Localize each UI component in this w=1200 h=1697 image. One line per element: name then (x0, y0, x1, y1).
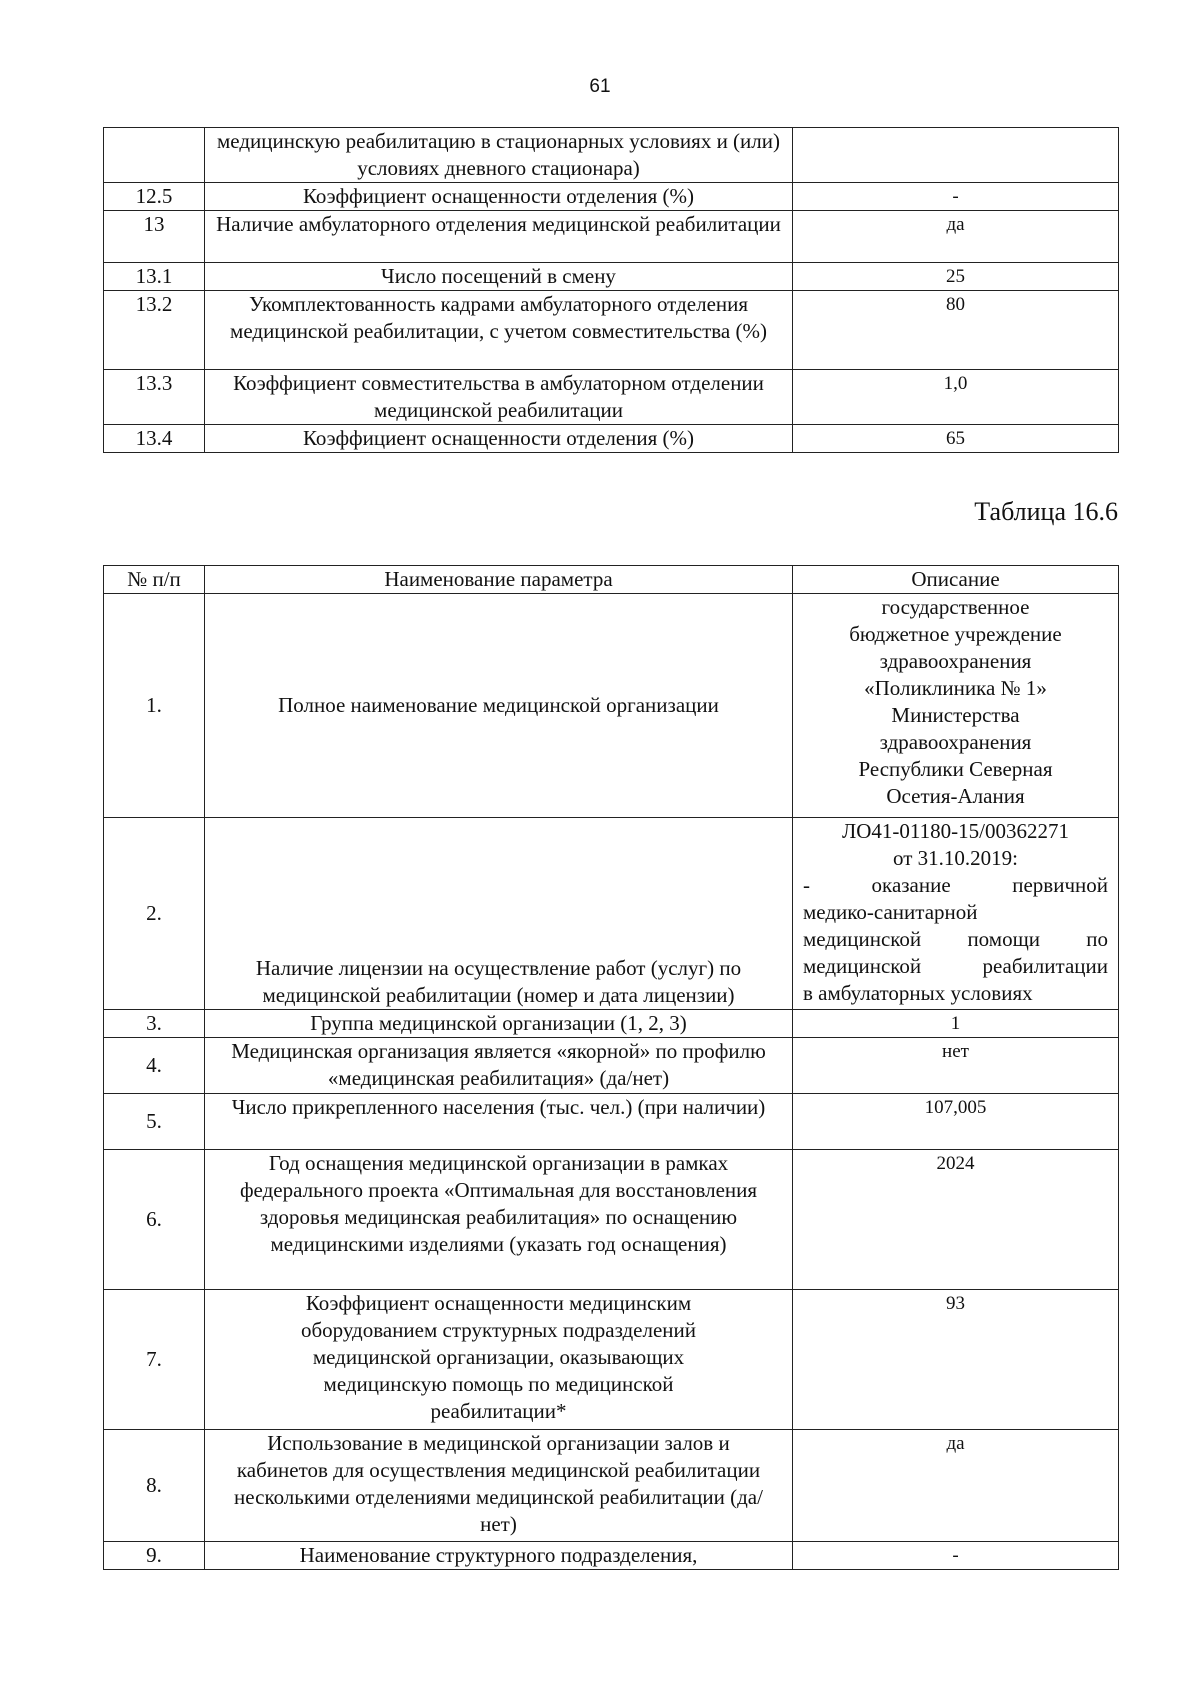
parameter-name: Коэффициент оснащенности медицинским оборудованием структурных подразделений медицинской организации, оказывающих медицинскую помощь по медицинской реабилитации* (205, 1290, 793, 1430)
table-caption: Таблица 16.6 (974, 497, 1118, 526)
license-scope-line: - оказание первичной (803, 873, 1108, 897)
license-date: от 31.10.2019: (893, 846, 1018, 870)
parameter-name: Наличие амбулаторного отделения медицинской реабилитации (205, 211, 793, 263)
parameter-value: 25 (793, 263, 1119, 291)
table-row (104, 594, 1119, 818)
row-number: 2. (104, 818, 205, 1010)
parameter-value: 2024 (793, 1150, 1119, 1290)
table-row (104, 1094, 1119, 1150)
row-number: 12.5 (104, 183, 205, 211)
parameter-value: да (793, 1430, 1119, 1542)
table-row (104, 1542, 1119, 1570)
parameter-value: государственное бюджетное учреждение здравоохранения «Поликлиника № 1» Министерства здравоохранения Республики Северная Осетия-Алания (793, 594, 1119, 818)
parameter-name: Число прикрепленного населения (тыс. чел.) (при наличии) (205, 1094, 793, 1150)
table-row (104, 1150, 1119, 1290)
parameter-name: Полное наименование медицинской организации (205, 594, 793, 818)
table-row (104, 211, 1119, 263)
parameter-name: Медицинская организация является «якорной» по профилю «медицинская реабилитация» (да/нет) (205, 1038, 793, 1094)
table-row (104, 1010, 1119, 1038)
parameter-name: Использование в медицинской организации залов и кабинетов для осуществления медицинской реабилитации несколькими отделениями медицинской реабилитации (да/нет) (205, 1430, 793, 1542)
parameter-value: 80 (793, 291, 1119, 370)
parameter-name: Группа медицинской организации (1, 2, 3) (205, 1010, 793, 1038)
parameter-value: 1 (793, 1010, 1119, 1038)
parameter-value: 65 (793, 425, 1119, 453)
parameter-name: Укомплектованность кадрами амбулаторного отделения медицинской реабилитации, с учетом совместительства (%) (205, 291, 793, 370)
row-number: 13.4 (104, 425, 205, 453)
row-number: 4. (104, 1038, 205, 1094)
table-row (104, 128, 1119, 183)
table-header-row (104, 566, 1119, 594)
parameter-name: Год оснащения медицинской организации в рамках федерального проекта «Оптимальная для восстановления здоровья медицинская реабилитация» по оснащению медицинскими изделиями (указать год оснащения) (205, 1150, 793, 1290)
parameter-name: Наличие лицензии на осуществление работ (услуг) по медицинской реабилитации (номер и дата лицензии) (205, 818, 793, 1010)
parameters-table-continued (103, 127, 1119, 453)
parameter-value (793, 128, 1119, 183)
row-number: 13 (104, 211, 205, 263)
row-number: 7. (104, 1290, 205, 1430)
parameters-table (103, 565, 1119, 1570)
parameter-name: Коэффициент совместительства в амбулаторном отделении медицинской реабилитации (205, 370, 793, 425)
page-number: 61 (589, 76, 611, 97)
row-number: 3. (104, 1010, 205, 1038)
parameter-value: 93 (793, 1290, 1119, 1430)
row-number: 8. (104, 1430, 205, 1542)
license-scope-line: в амбулаторных условиях (803, 981, 1033, 1005)
table-row (104, 1038, 1119, 1094)
table-row (104, 370, 1119, 425)
row-number: 1. (104, 594, 205, 818)
row-number: 13.1 (104, 263, 205, 291)
table-row (104, 425, 1119, 453)
table-row (104, 291, 1119, 370)
table-row (104, 1290, 1119, 1430)
parameter-name: Число посещений в смену (205, 263, 793, 291)
row-number: 6. (104, 1150, 205, 1290)
row-number: 13.3 (104, 370, 205, 425)
table-row (104, 263, 1119, 291)
header-parameter-name: Наименование параметра (205, 566, 793, 594)
parameter-value: - (793, 1542, 1119, 1570)
license-scope-line: медицинской реабилитации (803, 954, 1108, 978)
license-scope-line: медицинской помощи по (803, 927, 1108, 951)
parameter-value: 1,0 (793, 370, 1119, 425)
row-number: 13.2 (104, 291, 205, 370)
parameter-value: да (793, 211, 1119, 263)
row-number (104, 128, 205, 183)
header-number: № п/п (104, 566, 205, 594)
parameter-value (793, 818, 1119, 1010)
license-scope-line: медико-санитарной (803, 900, 978, 924)
header-description: Описание (793, 566, 1119, 594)
parameter-name: Коэффициент оснащенности отделения (%) (205, 425, 793, 453)
parameter-name: Коэффициент оснащенности отделения (%) (205, 183, 793, 211)
table-row (104, 1430, 1119, 1542)
table-row (104, 183, 1119, 211)
table-row (104, 818, 1119, 1010)
parameter-value: - (793, 183, 1119, 211)
parameter-name: медицинскую реабилитацию в стационарных условиях и (или) условиях дневного стационара) (205, 128, 793, 183)
row-number: 9. (104, 1542, 205, 1570)
parameter-value: нет (793, 1038, 1119, 1094)
parameter-value: 107,005 (793, 1094, 1119, 1150)
license-number: ЛО41-01180-15/00362271 (842, 819, 1069, 843)
row-number: 5. (104, 1094, 205, 1150)
parameter-name: Наименование структурного подразделения, (205, 1542, 793, 1570)
